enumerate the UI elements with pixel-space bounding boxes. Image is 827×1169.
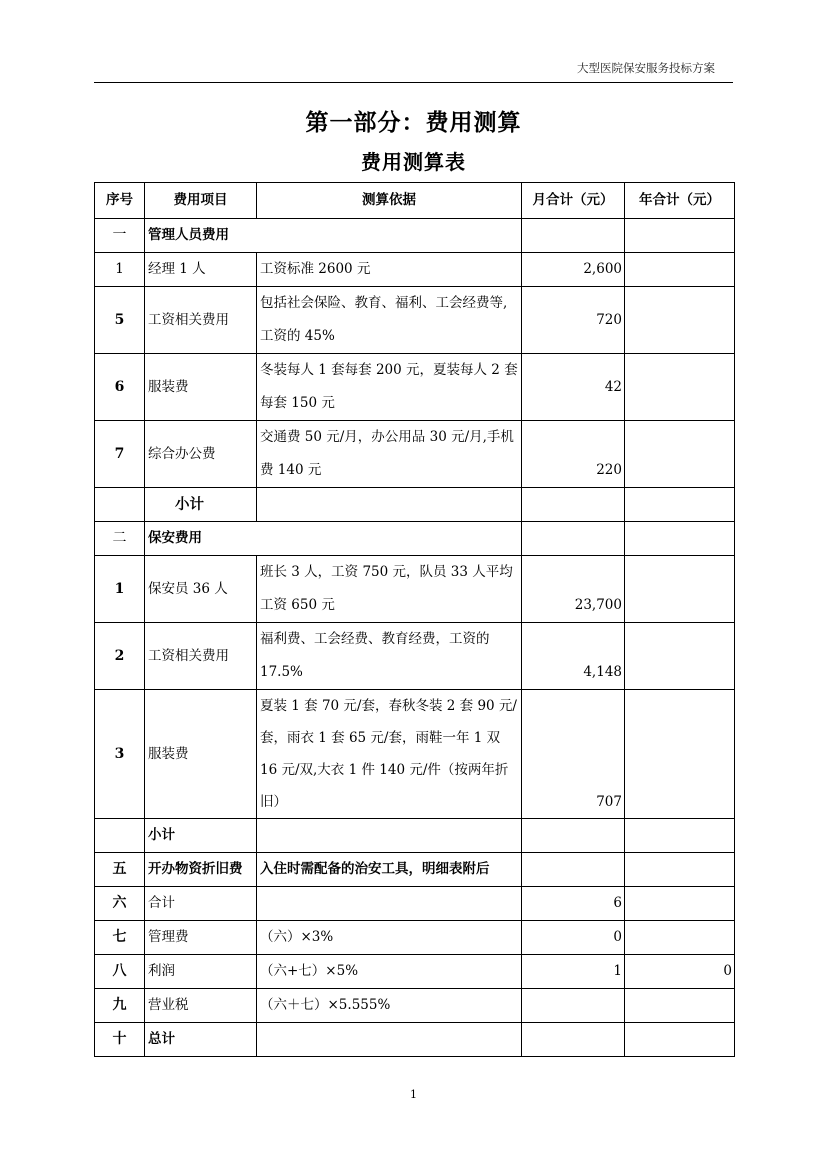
table-row xyxy=(95,955,735,989)
row-annual xyxy=(625,887,735,921)
row-no: 7 xyxy=(95,421,145,488)
subtotal-label: 小计 xyxy=(145,488,257,522)
row-basis: 夏装 1 套 70 元/套，春秋冬装 2 套 90 元/套，雨衣 1 套 65 元/套，雨鞋一年 1 双 16 元/双,大衣 1 件 140 元/件（按两年折旧） xyxy=(257,690,522,819)
row-item: 综合办公费 xyxy=(145,421,257,488)
page-number: 1 xyxy=(410,1088,417,1101)
row-item: 服装费 xyxy=(145,354,257,421)
row-basis: 班长 3 人，工资 750 元，队员 33 人平均工资 650 元 xyxy=(257,556,522,623)
document-header: 大型医院保安服务投标方案 xyxy=(577,61,715,75)
table-row xyxy=(95,556,735,623)
row-no: 六 xyxy=(95,887,145,921)
row-annual xyxy=(625,253,735,287)
row-annual xyxy=(625,989,735,1023)
row-annual xyxy=(625,690,735,819)
col-header-basis: 测算依据 xyxy=(257,183,522,219)
subtotal-row xyxy=(95,488,735,522)
row-monthly xyxy=(522,989,625,1023)
row-no: 九 xyxy=(95,989,145,1023)
row-monthly xyxy=(522,1023,625,1057)
header-rule xyxy=(94,82,733,83)
row-monthly: 220 xyxy=(522,421,625,488)
section-name: 管理人员费用 xyxy=(145,219,522,253)
row-basis: 福利费、工会经费、教育经费，工资的 17.5% xyxy=(257,623,522,690)
table-row xyxy=(95,1023,735,1057)
row-basis: （六）×3% xyxy=(257,921,522,955)
row-item: 总计 xyxy=(145,1023,257,1057)
table-title: 费用测算表 xyxy=(361,150,466,174)
table-row xyxy=(95,623,735,690)
row-annual xyxy=(625,287,735,354)
col-header-annual: 年合计（元） xyxy=(625,183,735,219)
table-row xyxy=(95,421,735,488)
row-basis: 包括社会保险、教育、福利、工会经费等,工资的 45% xyxy=(257,287,522,354)
row-item: 管理费 xyxy=(145,921,257,955)
row-monthly: 0 xyxy=(522,921,625,955)
row-monthly: 6 xyxy=(522,887,625,921)
row-monthly: 4,148 xyxy=(522,623,625,690)
table-row xyxy=(95,354,735,421)
table-row xyxy=(95,887,735,921)
row-no: 1 xyxy=(95,253,145,287)
row-annual xyxy=(625,354,735,421)
row-basis: 工资标准 2600 元 xyxy=(257,253,522,287)
row-no: 七 xyxy=(95,921,145,955)
row-item: 利润 xyxy=(145,955,257,989)
row-monthly: 707 xyxy=(522,690,625,819)
section-row xyxy=(95,219,735,253)
row-basis: 冬装每人 1 套每套 200 元，夏装每人 2 套每套 150 元 xyxy=(257,354,522,421)
row-item: 服装费 xyxy=(145,690,257,819)
row-no: 1 xyxy=(95,556,145,623)
row-no: 十 xyxy=(95,1023,145,1057)
row-monthly: 23,700 xyxy=(522,556,625,623)
row-monthly: 2,600 xyxy=(522,253,625,287)
row-annual xyxy=(625,623,735,690)
row-monthly: 1 xyxy=(522,955,625,989)
row-item: 营业税 xyxy=(145,989,257,1023)
col-header-monthly: 月合计（元） xyxy=(522,183,625,219)
row-basis: 入住时需配备的治安工具，明细表附后 xyxy=(257,853,522,887)
row-annual xyxy=(625,1023,735,1057)
row-annual: 0 xyxy=(625,955,735,989)
row-no: 5 xyxy=(95,287,145,354)
section-no: 一 xyxy=(95,219,145,253)
section-no: 二 xyxy=(95,522,145,556)
row-basis xyxy=(257,887,522,921)
row-no: 3 xyxy=(95,690,145,819)
page-title: 第一部分：费用测算 xyxy=(305,109,522,136)
table-row xyxy=(95,989,735,1023)
table-row xyxy=(95,921,735,955)
row-monthly xyxy=(522,853,625,887)
row-monthly: 42 xyxy=(522,354,625,421)
table-row xyxy=(95,287,735,354)
row-no: 五 xyxy=(95,853,145,887)
table-row xyxy=(95,690,735,819)
row-item: 工资相关费用 xyxy=(145,623,257,690)
table-row xyxy=(95,853,735,887)
row-item: 合计 xyxy=(145,887,257,921)
row-no: 2 xyxy=(95,623,145,690)
row-basis: （六+七）×5% xyxy=(257,955,522,989)
row-monthly: 720 xyxy=(522,287,625,354)
col-header-item: 费用项目 xyxy=(145,183,257,219)
row-basis: （六＋七）×5.555% xyxy=(257,989,522,1023)
row-no: 6 xyxy=(95,354,145,421)
row-basis: 交通费 50 元/月，办公用品 30 元/月,手机费 140 元 xyxy=(257,421,522,488)
subtotal-label: 小计 xyxy=(145,819,257,853)
row-basis xyxy=(257,1023,522,1057)
row-item: 开办物资折旧费 xyxy=(145,853,257,887)
table-header-row xyxy=(95,183,735,219)
row-annual xyxy=(625,421,735,488)
subtotal-row xyxy=(95,819,735,853)
section-row xyxy=(95,522,735,556)
table-row xyxy=(95,253,735,287)
row-no: 八 xyxy=(95,955,145,989)
section-name: 保安费用 xyxy=(145,522,522,556)
row-item: 工资相关费用 xyxy=(145,287,257,354)
row-annual xyxy=(625,853,735,887)
col-header-no: 序号 xyxy=(95,183,145,219)
row-item: 经理 1 人 xyxy=(145,253,257,287)
row-item: 保安员 36 人 xyxy=(145,556,257,623)
cost-table xyxy=(94,182,735,1057)
row-annual xyxy=(625,556,735,623)
row-annual xyxy=(625,921,735,955)
